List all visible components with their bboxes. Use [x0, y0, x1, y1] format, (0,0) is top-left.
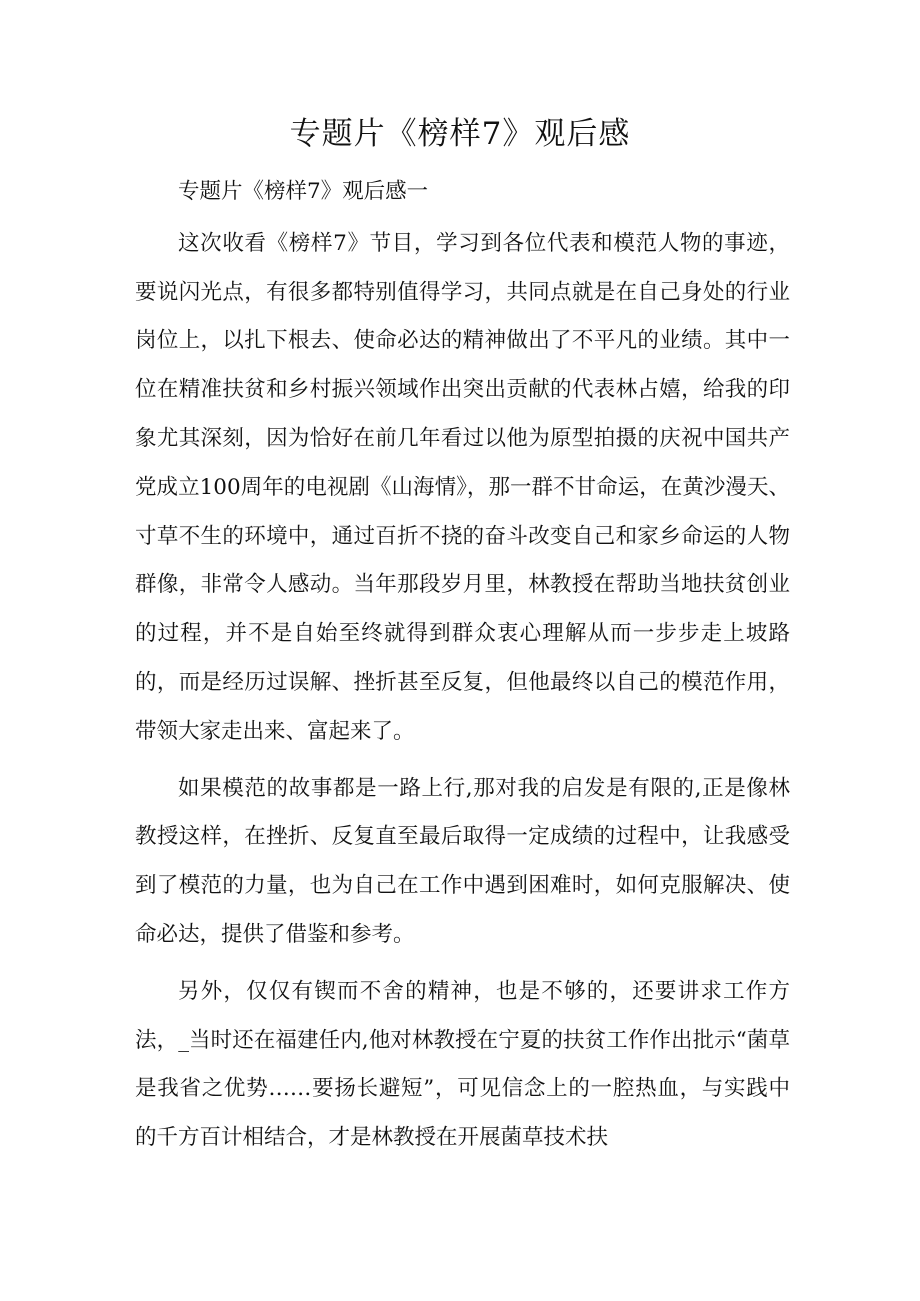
paragraph-2: 如果模范的故事都是一路上行,那对我的启发是有限的,正是像林教授这样，在挫折、反复直至最后取得一定成绩的过程中，让我感受到了模范的力量，也为自己在工作中遇到困难时，如何克服解决、使命必达，提供了借鉴和参考。: [135, 775, 790, 947]
paragraph-1: 这次收看《榜样7》节目，学习到各位代表和模范人物的事迹，要说闪光点，有很多都特别值得学习，共同点就是在自己身处的行业岗位上，以扎下根去、使命必达的精神做出了不平凡的业绩。其中一位在精准扶贫和乡村振兴领域作出突出贡献的代表林占嬉，给我的印象尤其深刻，因为恰好在前几年看过以他为原型拍摄的庆祝中国共产党成立100周年的电视剧《山海情》，那一群不甘命运，在黄沙漫天、寸草不生的环境中，通过百折不挠的奋斗改变自己和家乡命运的人物群像，非常令人感动。当年那段岁月里，林教授在帮助当地扶贫创业的过程，并不是自始至终就得到群众衷心理解从而一步步走上坡路的，而是经历过误解、挫折甚至反复，但他最终以自己的模范作用，带领大家走出来、富起来了。: [135, 230, 790, 744]
document-body: [135, 168, 790, 1163]
document-title: 专题片《榜样7》观后感: [289, 116, 631, 152]
document-subtitle: 专题片《榜样7》观后感一: [178, 179, 429, 204]
paragraph-3: 另外，仅仅有锲而不舍的精神，也是不够的，还要讲求工作方法，_当时还在福建任内,他对林教授在宁夏的扶贫工作作出批示“菌草是我省之优势……要扬长避短”，可见信念上的一腔热血，与实践中的千方百计相结合，才是林教授在开展菌草技术扶: [135, 978, 790, 1151]
